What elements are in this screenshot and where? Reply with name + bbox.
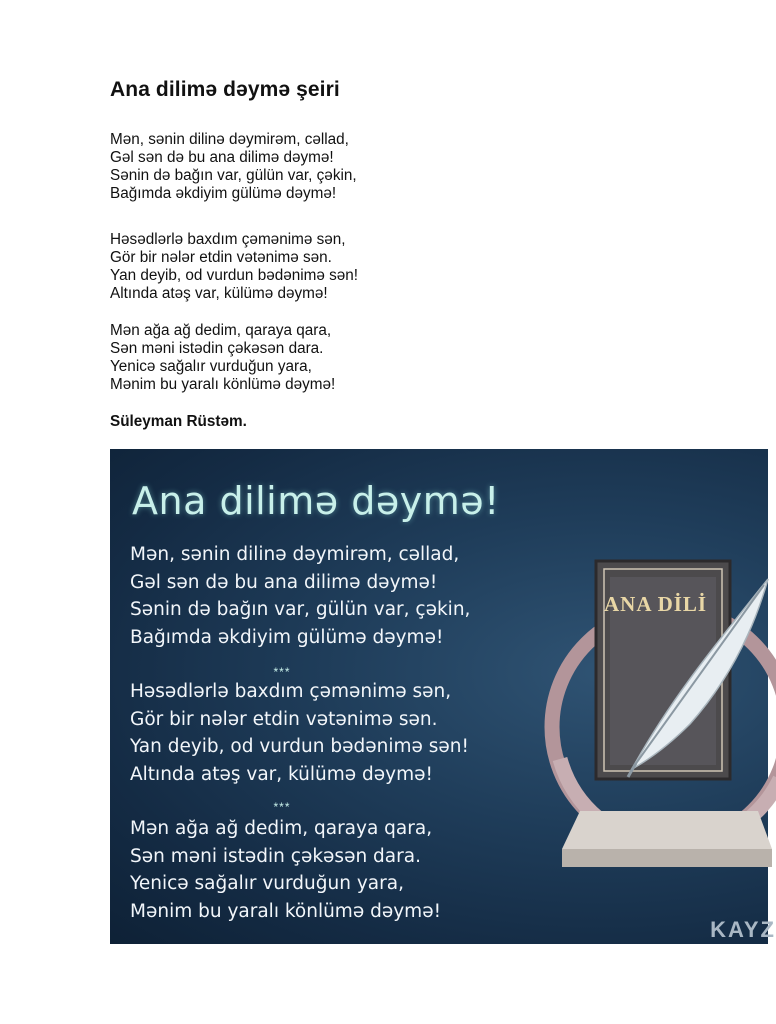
- stanza-3: [110, 322, 335, 394]
- poster-line: Altında atəş var, külümə dəymə!: [130, 763, 433, 785]
- stanza-line: Sənin də bağın var, gülün var, çəkin,: [110, 167, 357, 184]
- poster-line: Həsədlərlə baxdım çəmənimə sən,: [130, 681, 452, 702]
- stanza-line: Gör bir nələr etdin vətənimə sən.: [110, 249, 332, 266]
- stanza-line: Yan deyib, od vurdun bədənimə sən!: [110, 267, 359, 284]
- stanza-separator: ***: [273, 665, 291, 679]
- poster-line: Mən ağa ağ dedim, qaraya qara,: [130, 818, 433, 839]
- poster-title: Ana dilimə dəymə!: [132, 479, 500, 523]
- author-name: Süleyman Rüstəm.: [110, 413, 247, 430]
- poem-poster-image: [110, 449, 776, 944]
- poster-line: Yan deyib, od vurdun bədənimə sən!: [130, 736, 469, 757]
- poster-line: Mənim bu yaralı könlümə dəymə!: [130, 900, 441, 922]
- poster-line: Gəl sən də bu ana dilimə dəymə!: [130, 571, 438, 593]
- stanza-line: Mənim bu yaralı könlümə dəymə!: [110, 376, 336, 393]
- poster-line: Yenicə sağalır vurduğun yara,: [130, 873, 404, 894]
- stanza-line: Həsədlərlə baxdım çəmənimə sən,: [110, 231, 346, 248]
- stanza-line: Mən ağa ağ dedim, qaraya qara,: [110, 322, 332, 339]
- poster-stanza-2: [130, 678, 469, 788]
- stanza-separator: ***: [273, 800, 291, 814]
- poster-line: Bağımda əkdiyim gülümə dəymə!: [130, 626, 444, 648]
- poster-line: Sən məni istədin çəkəsən dara.: [130, 845, 421, 867]
- poster-line: Sənin də bağın var, gülün var, çəkin,: [130, 599, 471, 620]
- poster-line: Mən, sənin dilinə dəymirəm, cəllad,: [130, 544, 460, 565]
- watermark: KAYZ: [710, 917, 776, 942]
- poster-stanza-1: [130, 541, 470, 651]
- stanza-2: [110, 231, 358, 303]
- stanza-1: [110, 131, 357, 203]
- stanza-line: Altında atəş var, külümə dəymə!: [110, 285, 328, 302]
- document-title: Ana dilimə dəymə şeiri: [110, 78, 340, 101]
- poster-line: Gör bir nələr etdin vətənimə sən.: [130, 708, 438, 730]
- stanza-line: Gəl sən də bu ana dilimə dəymə!: [110, 149, 334, 166]
- stanza-line: Sən məni istədin çəkəsən dara.: [110, 340, 324, 357]
- stanza-line: Mən, sənin dilinə dəymirəm, cəllad,: [110, 131, 349, 148]
- stanza-line: Bağımda əkdiyim gülümə dəymə!: [110, 185, 337, 202]
- plaque-label: ANA DİLİ: [604, 592, 708, 616]
- stanza-line: Yenicə sağalır vurduğun yara,: [110, 358, 312, 375]
- poster-stanza-3: [130, 815, 441, 925]
